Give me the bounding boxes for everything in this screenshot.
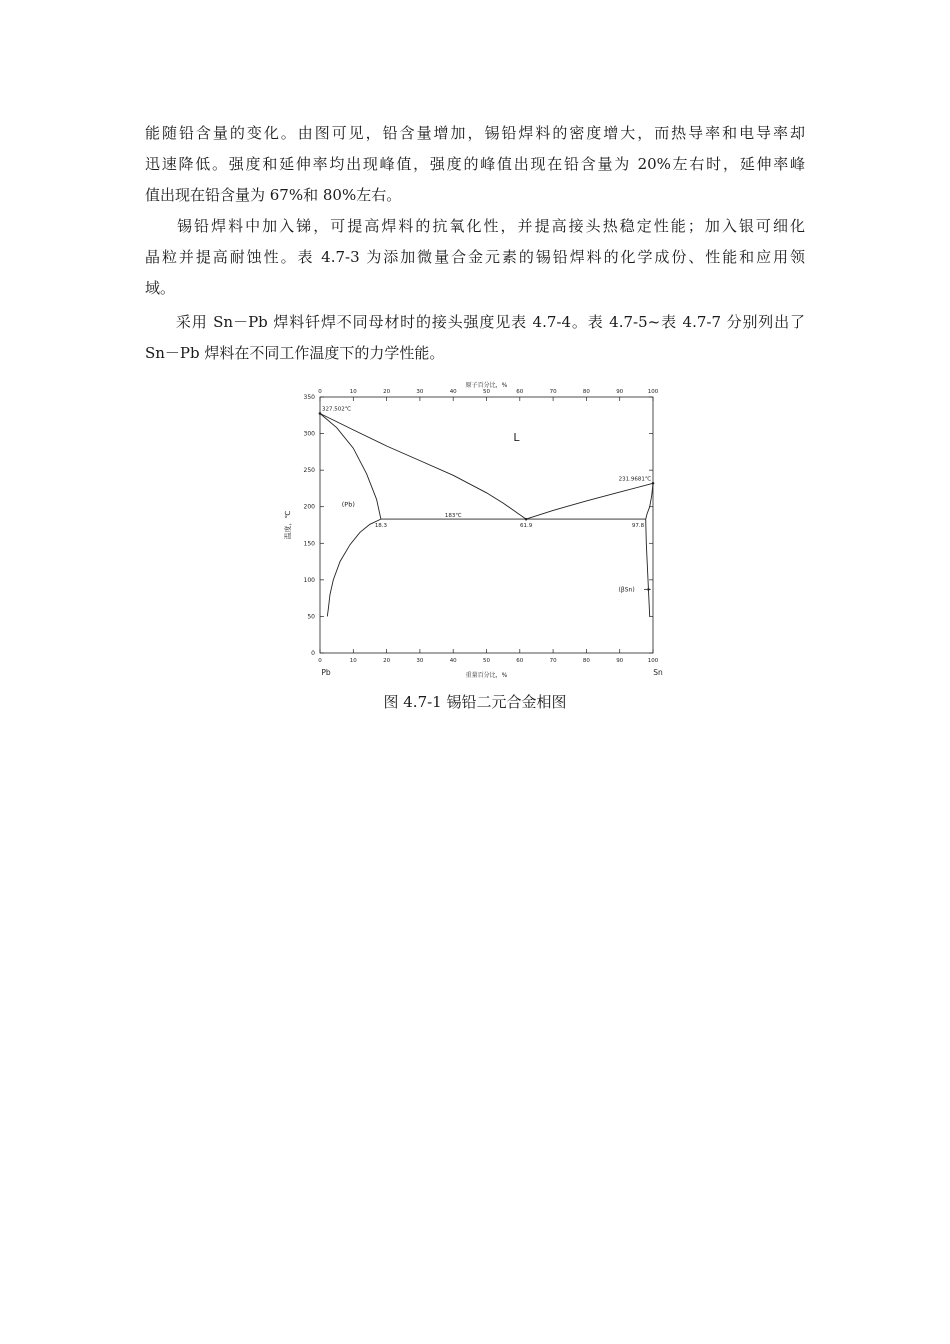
sn-element-label: Sn [653,668,663,677]
pb-solvus-curve [327,519,381,616]
paragraph-line: 锡铅焊料中加入锑，可提高焊料的抗氧化性，并提高接头热稳定性能；加入银可细化 [175,217,805,235]
y-tick-label: 150 [303,540,315,548]
y-tick-label: 0 [311,650,315,657]
top-tick-label: 100 [647,389,659,395]
key-point [525,518,528,521]
eutectic-comp-label: 61.9 [520,523,533,530]
x-tick-label: 70 [549,658,557,664]
sn-solubility-label: 97.8 [631,523,645,530]
x-tick-label: 0 [318,658,322,664]
y-tick-label: 50 [307,613,315,621]
pb-element-label: Pb [321,668,331,677]
top-tick-label: 70 [549,389,557,395]
x-tick-label: 100 [647,658,659,664]
x-tick-label: 10 [349,658,357,664]
paragraph-line: 迅速降低。强度和延伸率均出现峰值，强度的峰值出现在铅含量为 20%左右时，延伸率峰 [145,155,805,173]
paragraph-3 [145,307,805,338]
y-tick-label: 200 [303,503,315,511]
paragraph-line: Sn－Pb 焊料在不同工作温度下的力学性能。 [145,344,445,362]
paragraph-3-last-line [145,338,805,369]
phase-curves [319,412,655,616]
top-tick-label: 10 [349,389,357,395]
paragraph-1 [145,118,805,180]
x-tick-label: 90 [616,658,624,664]
paragraph-line: 晶粒并提高耐蚀性。表 4.7-3 为添加微量合金元素的锡铅焊料的化学成份、性能和应用领 [145,248,805,266]
paragraph-2 [145,211,805,273]
paragraph-line: 域。 [145,279,176,297]
sn-solidus-curve [646,483,653,519]
paragraph-1-last-line [145,180,805,211]
bottom-axis-title: 重量百分比，% [465,672,508,679]
top-tick-label: 30 [416,389,424,395]
top-tick-label: 40 [449,389,457,395]
sn-phase-arrowhead [648,588,651,591]
key-point [319,412,322,415]
paragraph-line: 能随铅含量的变化。由图可见，铅含量增加，锡铅焊料的密度增大，而热导率和电导率却 [145,124,805,142]
x-tick-label: 60 [516,658,524,664]
plot-frame [320,397,653,653]
pb-melt-label: 327.502℃ [322,406,351,413]
y-axis-title: 温度，℃ [284,510,292,540]
x-tick-label: 50 [483,658,490,664]
pb-phase-label: (Pb) [341,500,355,509]
top-tick-label: 0 [318,389,322,395]
phase-diagram-chart [270,375,680,685]
sn-melt-label: 231.9681℃ [618,476,651,483]
sn-solvus-curve [646,519,650,616]
paragraph-line: 采用 Sn－Pb 焊料钎焊不同母材时的接头强度见表 4.7-4。表 4.7-5~表 4.7-7 分别列出了 [175,313,805,331]
top-tick-label: 50 [483,389,490,395]
phase-diagram-figure [270,375,680,685]
paragraph-2-last-line [145,273,805,304]
figure-caption: 图 4.7-1 锡铅二元合金相图 [383,693,567,711]
top-tick-label: 20 [383,389,391,395]
pb-solubility-label: 18.3 [374,523,388,530]
top-tick-label: 80 [582,389,590,395]
axis-ticks [320,397,653,653]
y-tick-label: 250 [303,467,315,475]
x-tick-label: 80 [582,658,590,664]
key-point [652,482,655,485]
liquid-region-label: L [513,430,520,444]
y-tick-label: 300 [303,430,315,438]
top-tick-label: 90 [616,389,624,395]
y-tick-label: 350 [303,394,315,401]
chart-labels [283,381,663,679]
sn-phase-label: (βSn) [618,586,635,594]
eutectic-temp-label: 183℃ [444,513,462,520]
y-tick-label: 100 [303,576,315,584]
liquidus-right-curve [526,483,653,519]
x-tick-label: 40 [449,658,457,664]
top-axis-title: 原子百分比，% [465,382,508,389]
top-tick-label: 60 [516,389,524,395]
x-tick-label: 20 [383,658,391,664]
x-tick-label: 30 [416,658,424,664]
paragraph-line: 值出现在铅含量为 67%和 80%左右。 [145,186,402,204]
